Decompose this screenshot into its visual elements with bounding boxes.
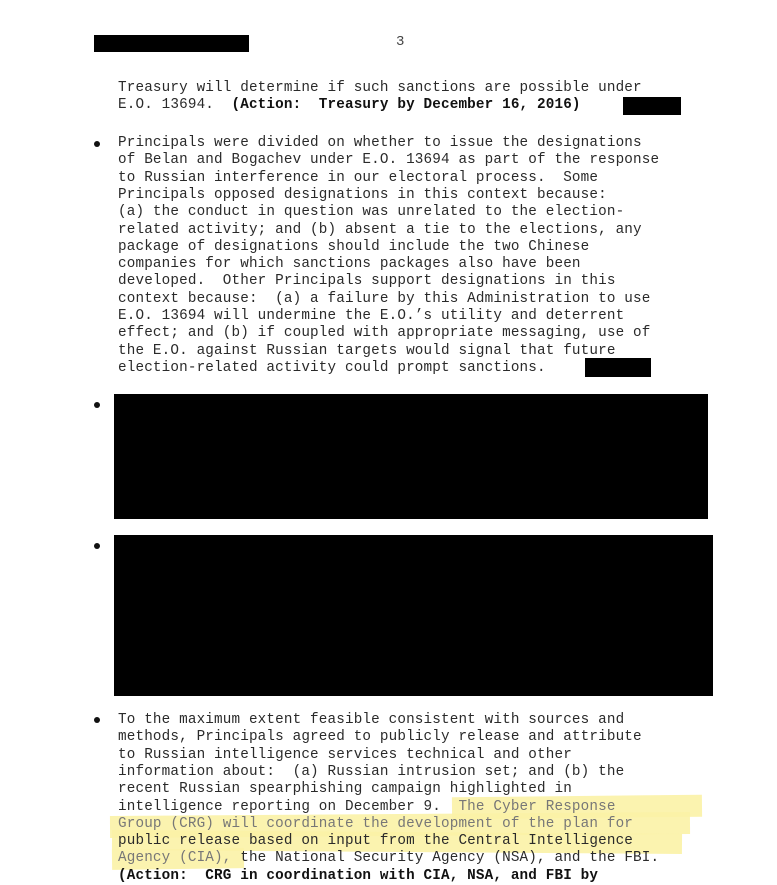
p5-line-1: To the maximum extent feasible consistent with sources and: [118, 712, 625, 728]
p5-line-5: recent Russian spearphishing campaign highlighted in: [118, 781, 572, 798]
p5-highlighted-text: The Cyber Response: [458, 798, 616, 815]
p5-line-6: [118, 799, 616, 816]
p5-line-6-text: intelligence reporting on December 9.: [118, 798, 459, 815]
p5-line-2: methods, Principals agreed to publicly release and attribute: [118, 729, 642, 746]
p5-action: (Action: CRG in coordination with CIA, NSA, and FBI by: [118, 867, 599, 884]
bullet-p3: [94, 402, 100, 408]
redaction-paragraph-4: [114, 535, 713, 696]
p2-line: of Belan and Bogachev under E.O. 13694 as part of the response: [118, 152, 660, 169]
p2-line: context because: (a) a failure by this Administration to use: [118, 290, 651, 307]
bullet-p5: [94, 717, 100, 723]
p5-line-7: Group (CRG) will coordinate the development of the plan for: [118, 815, 634, 832]
p2-line: (a) the conduct in question was unrelated to the election-: [118, 204, 625, 221]
p5-line-9: [118, 850, 659, 867]
p5-line-4: information about: (a) Russian intrusion set; and (b) the: [118, 763, 625, 780]
p5-line-3: to Russian intelligence services technical and other: [118, 746, 572, 763]
p2-line: developed. Other Principals support designations in this: [118, 273, 616, 290]
p5-line-9-text: the National Security Agency (NSA), and the FBI.: [231, 850, 660, 867]
bullet-p2: [94, 141, 100, 147]
p2-line: Principals were divided on whether to issue the designations: [118, 135, 642, 151]
redaction-paragraph-3: [114, 394, 708, 519]
p2-line: package of designations should include the two Chinese: [118, 238, 590, 255]
p1-line-2: [118, 97, 581, 114]
redaction-p1-end: [623, 97, 681, 115]
p2-line: E.O. 13694 will undermine the E.O.’s utility and deterrent: [118, 308, 625, 324]
p2-line: companies for which sanctions packages also have been: [118, 256, 581, 273]
p2-line: to Russian interference in our electoral process. Some: [118, 169, 599, 186]
bullet-p4: [94, 543, 100, 549]
p2-line: related activity; and (b) absent a tie to the elections, any: [118, 221, 642, 238]
p1-line-2-text: E.O. 13694.: [118, 97, 232, 113]
redaction-header: [94, 35, 249, 52]
p2-line: effect; and (b) if coupled with appropriate messaging, use of: [118, 325, 651, 342]
page-number: 3: [396, 34, 405, 50]
p1-line-1: Treasury will determine if such sanctions are possible under: [118, 80, 642, 96]
p5-highlighted-text: Agency (CIA),: [118, 850, 232, 867]
p5-line-8: public release based on input from the Central Intelligence: [118, 833, 634, 850]
redaction-p2-end: [585, 358, 651, 377]
p2-line: election-related activity could prompt sanctions.: [118, 359, 546, 376]
p2-line: Principals opposed designations in this context because:: [118, 186, 607, 203]
p1-action: (Action: Treasury by December 16, 2016): [231, 97, 581, 113]
p2-line: the E.O. against Russian targets would signal that future: [118, 342, 616, 359]
